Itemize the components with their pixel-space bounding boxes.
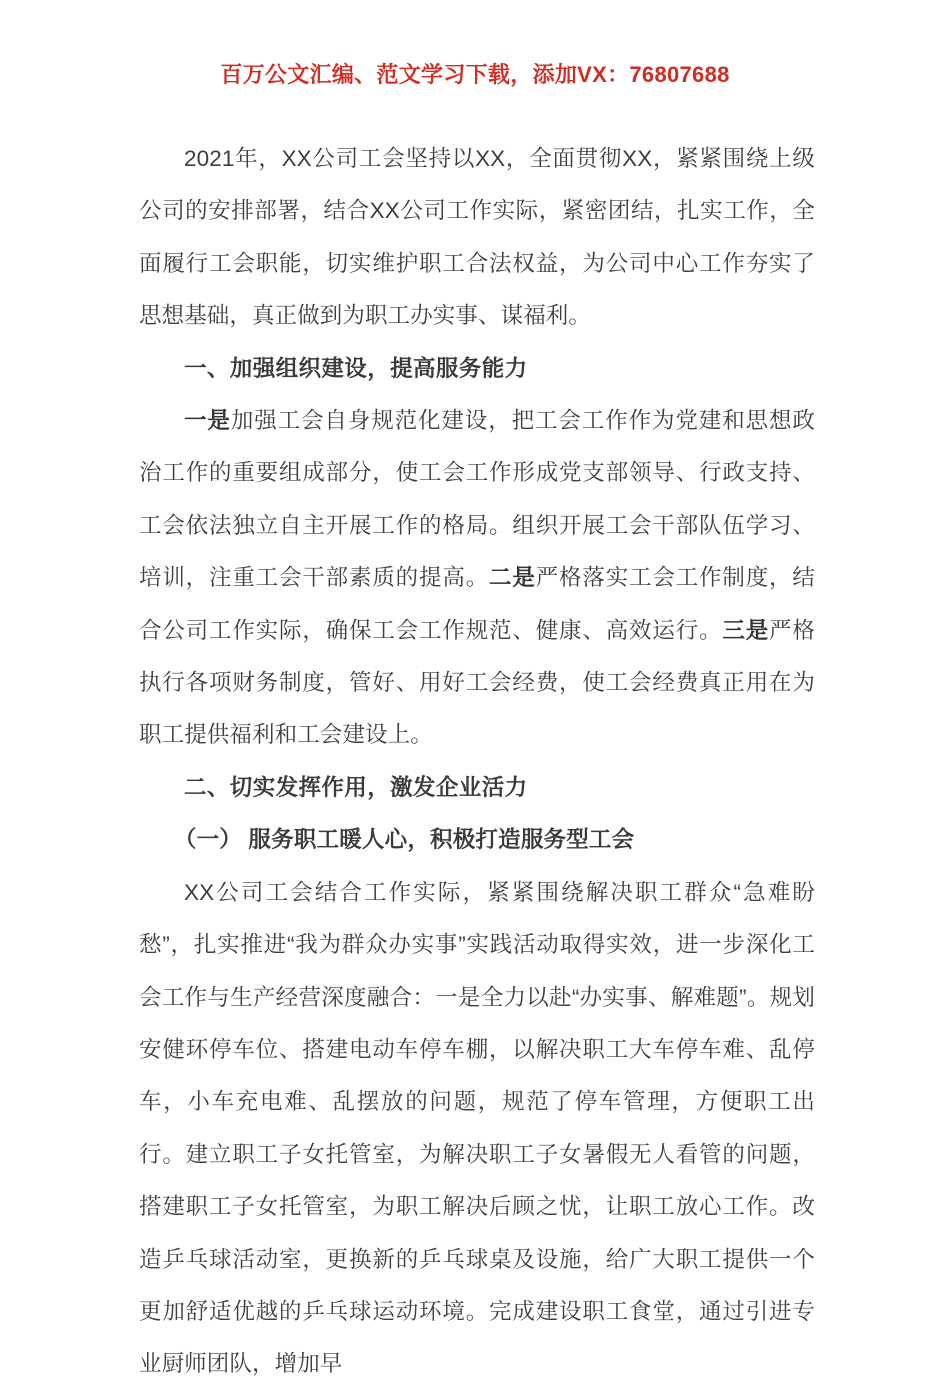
intro-paragraph: 2021年，XX公司工会坚持以XX，全面贯彻XX，紧紧围绕上级公司的安排部署，结合XX公司工作实际，紧密团结，扎实工作，全面履行工会职能，切实维护职工合法权益，为公司中心工作夯实了思想基础，真正做到为职工办实事、谋福利。 (139, 146, 815, 329)
run-bold-yishi: 一是 (184, 408, 231, 434)
section-heading-1: 一、加强组织建设，提高服务能力 (184, 355, 528, 381)
run-bold-sanshi: 三是 (722, 617, 770, 643)
run-bold-ershi: 二是 (489, 565, 536, 591)
run-text-3: 严格执行各项财务制度，管好、用好工会经费，使工会经费真正用在为职工提供福利和工会建设上。 (139, 617, 815, 748)
section-1-body (139, 395, 815, 762)
run-text-1: 加强工会自身规范化建设，把工会工作作为党建和思想政治工作的重要组成部分，使工会工作形成党支部领导、行政支持、工会依法独立自主开展工作的格局。组织开展工会干部队伍学习、培训，注重工会干部素质的提高。 (139, 408, 815, 591)
subsection-heading-1: （一） 服务职工暖人心，积极打造服务型工会 (173, 827, 635, 853)
section-heading-2: 二、切实发挥作用，激发企业活力 (184, 774, 528, 800)
subsection-1-body: XX公司工会结合工作实际，紧紧围绕解决职工群众“急难盼愁”，扎实推进“我为群众办实事”实践活动取得实效，进一步深化工会工作与生产经营深度融合：一是全力以赴“办实事、解难题”。规划安健环停车位、搭建电动车停车棚，以解决职工大车停车难、乱停车，小车充电难、乱摆放的问题，规范了停车管理，方便职工出行。建立职工子女托管室，为解决职工子女暑假无人看管的问题，搭建职工子女托管室，为职工解决后顾之忧，让职工放心工作。改造乒乓球活动室，更换新的乒乓球桌及设施，给广大职工提供一个更加舒适优越的乒乓球运动环境。完成建设职工食堂，通过引进专业厨师团队，增加早 (139, 879, 815, 1377)
promo-watermark-text: 百万公文汇编、范文学习下载，添加VX：76807688 (220, 62, 730, 87)
run-text-2: 严格落实工会工作制度，结合公司工作实际，确保工会工作规范、健康、高效运行。 (139, 565, 815, 643)
document-body (139, 133, 815, 1391)
